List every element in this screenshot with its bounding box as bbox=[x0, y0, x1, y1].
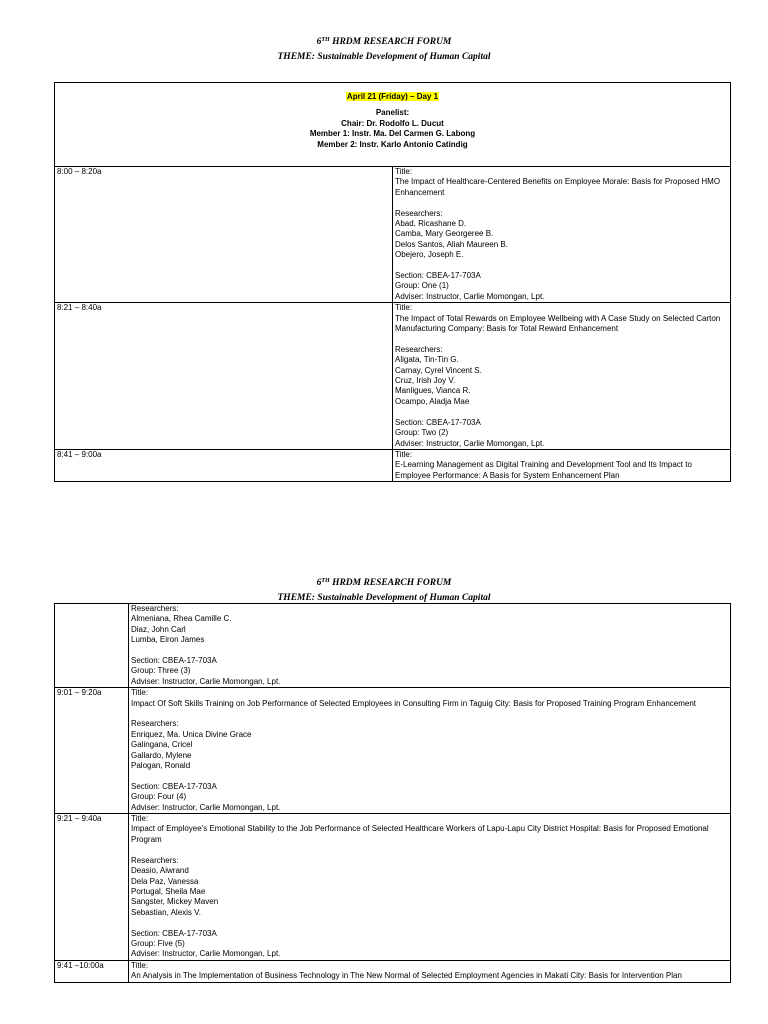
session-time: 9:21 – 9:40a bbox=[55, 814, 129, 961]
session-time: 8:21 – 8:40a bbox=[55, 303, 393, 450]
researcher: Diaz, John Carl bbox=[131, 624, 186, 634]
forum-theme: THEME: Sustainable Development of Human Capital bbox=[277, 52, 491, 62]
session-title: Impact Of Soft Skills Training on Job Performance of Selected Employees in Consulting Firm in Taguig City: Basis for Proposed Training Program Enhancement bbox=[131, 698, 697, 708]
session-section: Section: CBEA-17-703A bbox=[131, 781, 217, 791]
session-adviser: Adviser: Instructor, Carlie Momongan, Lpt. bbox=[131, 802, 281, 812]
session-adviser: Adviser: Instructor, Carlie Momongan, Lpt. bbox=[131, 676, 281, 686]
session-details: Title: Impact of Employee's Emotional Stability to the Job Performance of Selected Healthcare Workers of Lapu-Lapu City District Hospital: Basis for Proposed Emotional Program Researchers: Deasio, Aiwrand Dela Paz, Vanessa Portugal, Sheila Mae Sangster, Mickey Maven Sebastian, Alexis V. Section: CBEA-17-703A Group: Five (5) Adviser: Instructor, Carlie Momongan, Lpt. bbox=[129, 814, 731, 961]
researcher: Cruz, Irish Joy V. bbox=[395, 376, 456, 386]
researcher: Almeniana, Rhea Camille C. bbox=[131, 614, 232, 624]
schedule-table-page1 bbox=[54, 82, 731, 482]
forum-title: 6TH HRDM RESEARCH FORUM bbox=[316, 37, 452, 47]
session-row bbox=[55, 688, 731, 814]
panel-member-1: Member 1: Instr. Ma. Del Carmen G. Labong bbox=[309, 129, 476, 139]
session-row bbox=[55, 303, 731, 450]
researcher: Delos Santos, Aliah Maureen B. bbox=[395, 239, 508, 249]
researcher: Gallardo, Mylene bbox=[131, 750, 192, 760]
page1-header bbox=[0, 33, 768, 65]
forum-title: 6TH HRDM RESEARCH FORUM bbox=[316, 578, 452, 588]
researcher: Obejero, Joseph E. bbox=[395, 250, 464, 260]
session-time: 9:41 –10:00a bbox=[55, 960, 129, 982]
researcher: Aligata, Tin-Tin G. bbox=[395, 355, 459, 365]
researcher: Carnay, Cyrel Vincent S. bbox=[395, 365, 482, 375]
session-section: Section: CBEA-17-703A bbox=[395, 271, 481, 281]
session-section: Section: CBEA-17-703A bbox=[131, 656, 217, 666]
session-row bbox=[55, 167, 731, 303]
researcher: Ocampo, Aladja Mae bbox=[395, 396, 470, 406]
panel-member-2: Member 2: Instr. Karlo Antonio Catindig bbox=[317, 139, 468, 149]
researcher: Dela Paz, Vanessa bbox=[131, 876, 199, 886]
session-title: Impact of Employee's Emotional Stability to the Job Performance of Selected Healthcare Workers of Lapu-Lapu City District Hospital: Basis for Proposed Emotional Program bbox=[131, 824, 709, 844]
researcher: Manligues, Vianca R. bbox=[395, 386, 471, 396]
researcher: Lumba, Eiron James bbox=[131, 635, 205, 645]
session-details: Title: Impact Of Soft Skills Training on Job Performance of Selected Employees in Consulting Firm in Taguig City: Basis for Proposed Training Program Enhancement Researchers: Enriquez, Ma. Unica Divine Grace Galingana, Cricel Gallardo, Mylene Palogan, Ronald Section: CBEA-17-703A Group: Four (4) Adviser: Instructor, Carlie Momongan, Lpt. bbox=[129, 688, 731, 814]
session-adviser: Adviser: Instructor, Carlie Momongan, Lpt. bbox=[395, 291, 545, 301]
panel-chair: Chair: Dr. Rodolfo L. Ducut bbox=[341, 118, 444, 128]
researcher: Sangster, Mickey Maven bbox=[131, 897, 219, 907]
session-time: 8:41 – 9:00a bbox=[55, 449, 393, 481]
session-details: Title: The Impact of Total Rewards on Employee Wellbeing with A Case Study on Selected Carton Manufacturing Company: Basis for Total Reward Enhancement Researchers: Aligata, Tin-Tin G. Carnay, Cyrel Vincent S. Cruz, Irish Joy V. Manligues, Vianca R. Ocampo, Aladja Mae Section: CBEA-17-703A Group: Two (2) Adviser: Instructor, Carlie Momongan, Lpt. bbox=[393, 303, 731, 450]
researcher: Deasio, Aiwrand bbox=[131, 866, 189, 876]
session-adviser: Adviser: Instructor, Carlie Momongan, Lpt. bbox=[131, 949, 281, 959]
session-details: Title: E-Learning Management as Digital Training and Development Tool and Its Impact to Employee Performance: A Basis for System Enhancement Plan bbox=[393, 449, 731, 481]
session-title: The Impact of Healthcare-Centered Benefits on Employee Morale: Basis for Proposed HMO Enhancement bbox=[395, 177, 721, 197]
session-group: Group: Five (5) bbox=[131, 938, 185, 948]
researcher: Enriquez, Ma. Unica Divine Grace bbox=[131, 729, 252, 739]
schedule-table-page2 bbox=[54, 603, 731, 983]
day-label: April 21 (Friday) – Day 1 bbox=[346, 92, 439, 101]
session-section: Section: CBEA-17-703A bbox=[131, 928, 217, 938]
researcher: Portugal, Sheila Mae bbox=[131, 886, 206, 896]
session-details: Title: The Impact of Healthcare-Centered Benefits on Employee Morale: Basis for Proposed HMO Enhancement Researchers: Abad, Ricashane D. Camba, Mary Georgeree B. Delos Santos, Aliah Maureen B. Obejero, Joseph E. Section: CBEA-17-703A Group: One (1) Adviser: Instructor, Carlie Momongan, Lpt. bbox=[393, 167, 731, 303]
session-time: 8:00 – 8:20a bbox=[55, 167, 393, 303]
session-row bbox=[55, 449, 731, 481]
session-title: E-Learning Management as Digital Training and Development Tool and Its Impact to Employee Performance: A Basis for System Enhancement Plan bbox=[395, 460, 692, 480]
session-row bbox=[55, 814, 731, 961]
session-details: Researchers: Almeniana, Rhea Camille C. Diaz, John Carl Lumba, Eiron James Section: CBEA-17-703A Group: Three (3) Adviser: Instructor, Carlie Momongan, Lpt. bbox=[129, 604, 731, 688]
session-adviser: Adviser: Instructor, Carlie Momongan, Lpt. bbox=[395, 438, 545, 448]
panelist-heading: Panelist: bbox=[375, 108, 410, 118]
session-title: An Analysis in The Implementation of Business Technology in The New Normal of Selected Employment Agencies in Makati City: Basis for Intervention Plan bbox=[131, 971, 682, 981]
session-group: Group: One (1) bbox=[395, 281, 449, 291]
session-section: Section: CBEA-17-703A bbox=[395, 417, 481, 427]
session-group: Group: Four (4) bbox=[131, 792, 187, 802]
day-header-row bbox=[55, 83, 731, 167]
researcher: Galingana, Cricel bbox=[131, 740, 193, 750]
researcher: Sebastian, Alexis V. bbox=[131, 907, 201, 917]
researcher: Abad, Ricashane D. bbox=[395, 219, 467, 229]
session-group: Group: Three (3) bbox=[131, 666, 191, 676]
page2-header bbox=[0, 574, 768, 606]
forum-theme: THEME: Sustainable Development of Human Capital bbox=[277, 593, 491, 603]
researcher: Palogan, Ronald bbox=[131, 761, 191, 771]
session-row bbox=[55, 960, 731, 982]
session-group: Group: Two (2) bbox=[395, 428, 449, 438]
session-details: Title: An Analysis in The Implementation of Business Technology in The New Normal of Selected Employment Agencies in Makati City: Basis for Intervention Plan bbox=[129, 960, 731, 982]
session-title: The Impact of Total Rewards on Employee Wellbeing with A Case Study on Selected Carton Manufacturing Company: Basis for Total Reward Enhancement bbox=[395, 313, 721, 334]
session-row bbox=[55, 604, 731, 688]
session-time: 9:01 – 9:20a bbox=[55, 688, 129, 814]
researcher: Camba, Mary Georgeree B. bbox=[395, 229, 494, 239]
